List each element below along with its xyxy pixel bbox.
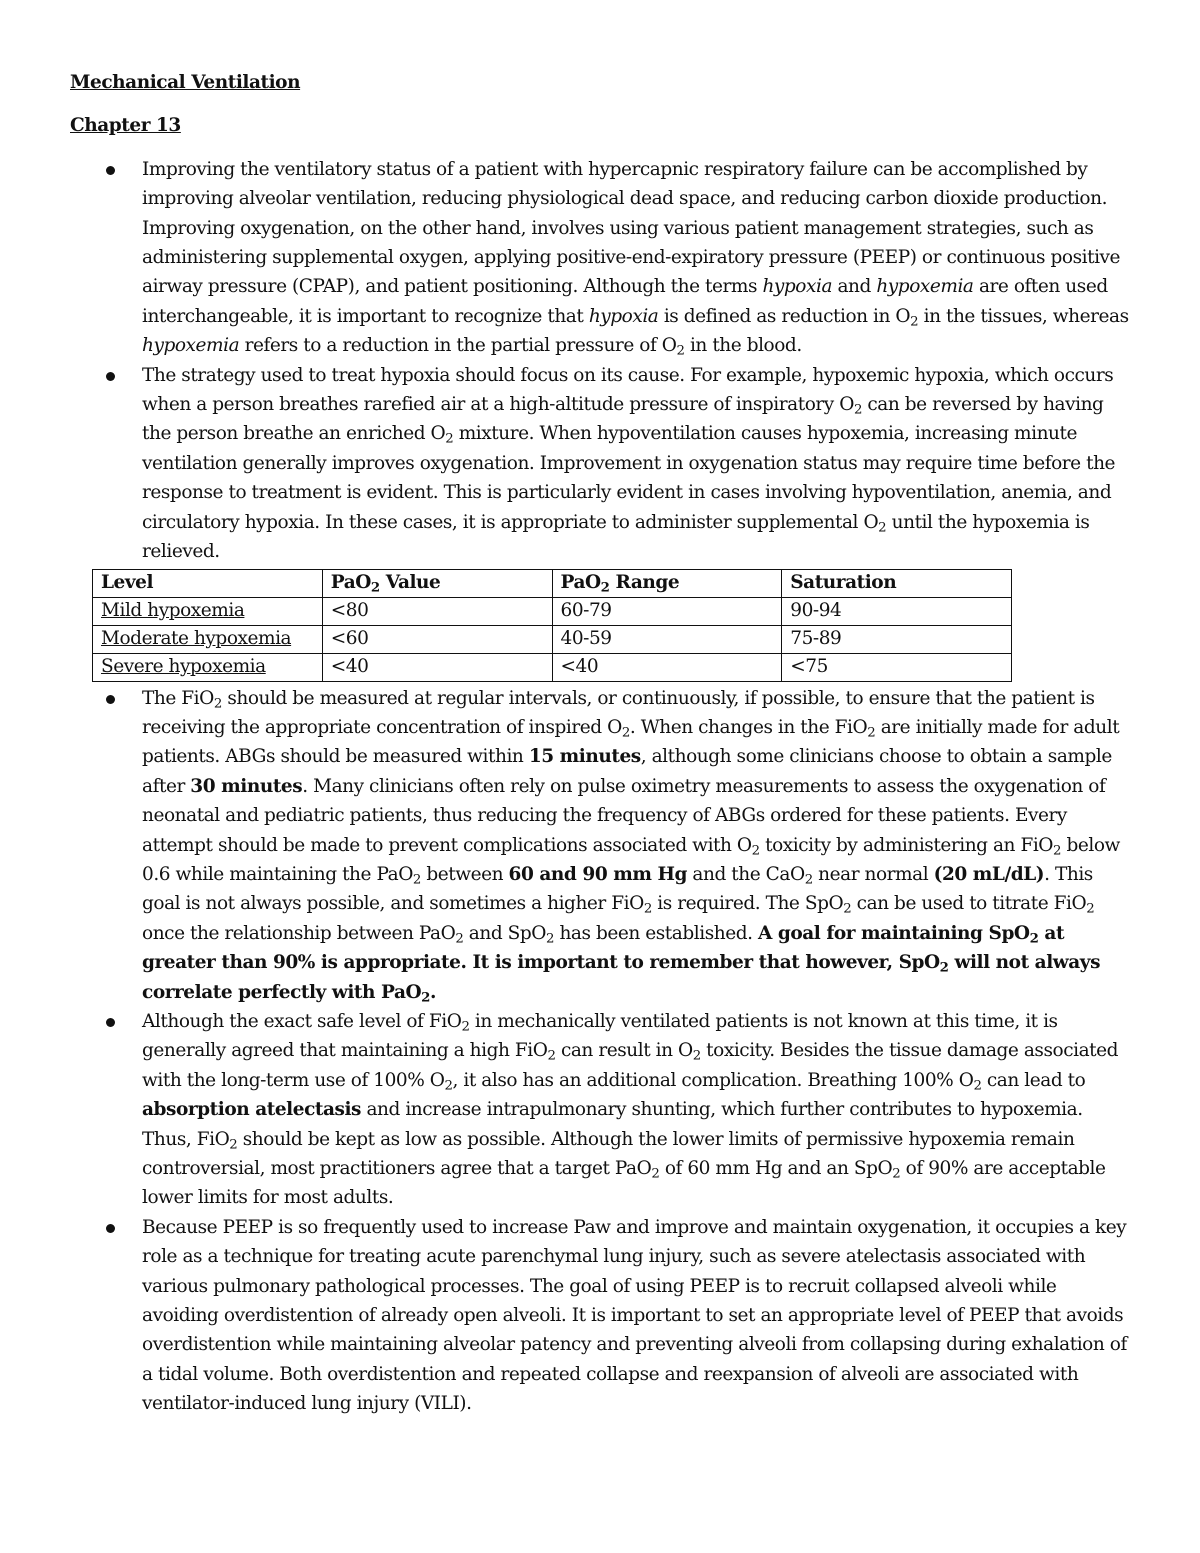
text-run: , it also has an additional complication. Breathing 100% O [452, 1069, 974, 1091]
text-run: mixture. When hypoventilation causes hypoxemia, increasing minute ventilation generally improves oxygenation. Improvement in oxygenation status may require time before the response to treatment is evident. This is particularly evident in cases involving hypoventilation, anemia, and circulatory hypoxia. In these cases, it is appropriate to administer supplemental O [142, 423, 1116, 533]
text-run: 2 [804, 872, 813, 888]
text-run: and [832, 276, 877, 298]
text-run: 2 [1086, 901, 1095, 917]
table-row [93, 625, 1012, 653]
text-run: 2 [853, 402, 862, 418]
bullet-item [70, 1007, 1132, 1213]
text-run: in the blood. [684, 335, 802, 357]
chapter-heading: Chapter 13 [70, 115, 181, 137]
document-page [70, 68, 1132, 1419]
text-run: below 0.6 while maintaining the PaO [142, 834, 1120, 885]
column-header-saturation: Saturation [782, 569, 1012, 597]
text-run: Because PEEP is so frequently used to increase Paw and improve and maintain oxygenation, it occupies a key role as a technique for treating acute parenchymal lung injury, such as severe atelectasis associated with various pulmonary pathological processes. The goal of using PEEP is to recruit collapsed alveoli while avoiding overdistention of already open alveoli. It is important to set an appropriate level of PEEP that avoids overdistention while maintaining alveolar patency and preventing alveoli from collapsing during exhalation of a tidal volume. Both overdistention and repeated collapse and reexpansion of alveoli are associated with ventilator-induced lung injury (VILI). [142, 1216, 1127, 1415]
table-row [93, 597, 1012, 625]
text-run: 2 [547, 1048, 556, 1064]
text-run: 2 [546, 931, 555, 947]
bullet-item [70, 361, 1132, 567]
text-run: toxicity. Besides the tissue damage associated with the long-term use of 100% O [142, 1040, 1119, 1091]
bullet-icon [106, 166, 115, 175]
text-run: A goal for maintaining SpO [757, 922, 1030, 944]
text-run: 2 [1053, 842, 1062, 858]
text-run: (20 mL/dL) [933, 863, 1045, 885]
cell-pao2-range: 60-79 [552, 597, 782, 625]
text-run: . When changes in the FiO [629, 716, 868, 738]
cell-saturation: <75 [782, 653, 1012, 681]
text-run: is defined as reduction in O [658, 305, 911, 327]
text-run: until the hypoxemia is relieved. [142, 511, 1090, 563]
text-run: should be measured at regular intervals, or continuously, if possible, to ensure that the patient is receiving the appropriate concentration of inspired O [142, 687, 1095, 738]
column-header-pao2-value: PaO$_2$ Value [322, 569, 552, 597]
table-row [93, 653, 1012, 681]
text-run: will not always correlate perfectly with PaO [142, 952, 1101, 1003]
text-run: can lead to [981, 1069, 1086, 1091]
text-run: are often used interchangeable, it is important to recognize that [142, 276, 1108, 327]
bullet-list-intro [70, 155, 1132, 567]
text-run: of 60 mm Hg and an SpO [659, 1158, 893, 1179]
text-run: 2 [1029, 930, 1039, 947]
text-run: 2 [461, 1019, 470, 1035]
text-run: Although the exact safe level of FiO [142, 1010, 462, 1032]
text-run: in the tissues, whereas [918, 305, 1129, 327]
bullet-paragraph [142, 1213, 1132, 1419]
text-run: and increase intrapulmonary shunting, which further contributes to hypoxemia. Thus, FiO [142, 1099, 1083, 1150]
bullet-icon [106, 372, 115, 381]
column-header-level: Level [93, 569, 323, 597]
text-run: can be used to titrate FiO [851, 893, 1087, 915]
text-run: of 90% are acceptable lower limits for most adults. [142, 1158, 1106, 1209]
text-run: refers to a reduction in the partial pressure of O [239, 335, 677, 357]
text-run: hypoxemia [876, 276, 974, 298]
text-run: 60 and 90 mm Hg [508, 863, 687, 885]
text-run: , although some clinicians choose to obtain a sample after [142, 746, 1112, 797]
text-run: can result in O [555, 1040, 693, 1062]
text-run: 2 [444, 1078, 453, 1094]
cell-pao2-value: <80 [322, 597, 552, 625]
text-run: has been established. [554, 922, 758, 944]
bullet-list-main [70, 684, 1132, 1419]
column-header-pao2-range: PaO$_2$ Range [552, 569, 782, 597]
text-run: The FiO [142, 687, 214, 709]
text-run: 2 [643, 901, 652, 917]
text-run: . This goal is not always possible, and sometimes a higher FiO [142, 863, 1093, 915]
text-run: 2 [910, 314, 919, 330]
bullet-item [70, 1213, 1132, 1419]
text-run: and the CaO [687, 863, 805, 885]
text-run: hypoxia [762, 276, 833, 298]
cell-pao2-range: 40-59 [552, 625, 782, 653]
cell-level: Severe hypoxemia [93, 653, 323, 681]
text-run: 2 [751, 842, 760, 858]
text-run: 2 [692, 1048, 701, 1064]
bullet-icon [106, 1224, 115, 1233]
cell-pao2-range: <40 [552, 653, 782, 681]
text-run: 2 [651, 1166, 660, 1182]
text-run: 2 [412, 872, 421, 888]
bullet-paragraph [142, 155, 1132, 361]
table-header-row [93, 569, 1012, 597]
text-run: 2 [445, 431, 454, 447]
text-run: in mechanically ventilated patients is not known at this time, it is generally agreed that maintaining a high FiO [142, 1010, 1058, 1062]
text-run: absorption atelectasis [142, 1099, 362, 1121]
text-run: toxicity by administering an FiO [759, 834, 1054, 856]
text-run: 2 [892, 1166, 901, 1182]
text-run: once the relationship between PaO [142, 922, 456, 944]
text-run: . [429, 981, 436, 1003]
cell-level: Moderate hypoxemia [93, 625, 323, 653]
document-title: Mechanical Ventilation [70, 72, 301, 93]
hypoxemia-table [92, 569, 1012, 682]
text-run: near normal [812, 863, 934, 885]
text-run: 2 [455, 931, 464, 947]
text-run: 2 [621, 725, 630, 741]
text-run: 2 [843, 901, 852, 917]
text-run: should be kept as low as possible. Although the lower limits of permissive hypoxemia remain controversial, most practitioners agree that a target PaO [142, 1128, 1075, 1179]
text-run: 2 [229, 1136, 238, 1152]
text-run: are initially made for adult patients. ABGs should be measured within [142, 716, 1120, 768]
bullet-paragraph [142, 361, 1132, 567]
text-run: 2 [973, 1078, 982, 1094]
bullet-item [70, 155, 1132, 361]
bullet-icon [106, 695, 115, 704]
bullet-icon [106, 1018, 115, 1027]
text-run: hypoxemia [142, 335, 240, 357]
text-run: can be reversed by having the person breathe an enriched O [142, 394, 1104, 445]
text-run: The strategy used to treat hypoxia should focus on its cause. For example, hypoxemic hypoxia, which occurs when a person breathes rarefied air at a high-altitude pressure of inspiratory O [142, 364, 1114, 416]
text-run: 2 [878, 520, 887, 536]
text-run: hypoxia [588, 305, 659, 327]
text-run: and SpO [463, 922, 546, 944]
text-run: is required. The SpO [651, 893, 844, 915]
cell-pao2-value: <60 [322, 625, 552, 653]
text-run: Improving the ventilatory status of a patient with hypercapnic respiratory failure can be accomplished by improving alveolar ventilation, reducing physiological dead space, and reducing carbon dioxide production. Improving oxygenation, on the other hand, involves using various patient management strategies, such as administering supplemental oxygen, applying positive-end-expiratory pressure (PEEP) or continuous positive airway pressure (CPAP), and patient positioning. Although the terms [142, 158, 1121, 298]
bullet-paragraph [142, 1007, 1132, 1213]
cell-pao2-value: <40 [322, 653, 552, 681]
text-run: 15 minutes [528, 746, 641, 768]
cell-saturation: 90-94 [782, 597, 1012, 625]
text-run: 2 [867, 725, 876, 741]
text-run: at greater than 90% is appropriate. It is important to remember that however, SpO [142, 922, 1065, 974]
cell-level: Mild hypoxemia [93, 597, 323, 625]
text-run: 2 [213, 695, 222, 711]
text-run: 2 [421, 988, 430, 1005]
text-run: between [420, 863, 509, 885]
bullet-paragraph [142, 684, 1132, 1007]
text-run: . Many clinicians often rely on pulse oximetry measurements to assess the oxygenation of neonatal and pediatric patients, thus reducing the frequency of ABGs ordered for these patients. Every attempt should be made to prevent complications associated with O [142, 775, 1106, 856]
text-run: 2 [676, 343, 685, 359]
bullet-item [70, 684, 1132, 1007]
text-run: 30 minutes [190, 775, 303, 797]
cell-saturation: 75-89 [782, 625, 1012, 653]
text-run: 2 [939, 959, 949, 976]
